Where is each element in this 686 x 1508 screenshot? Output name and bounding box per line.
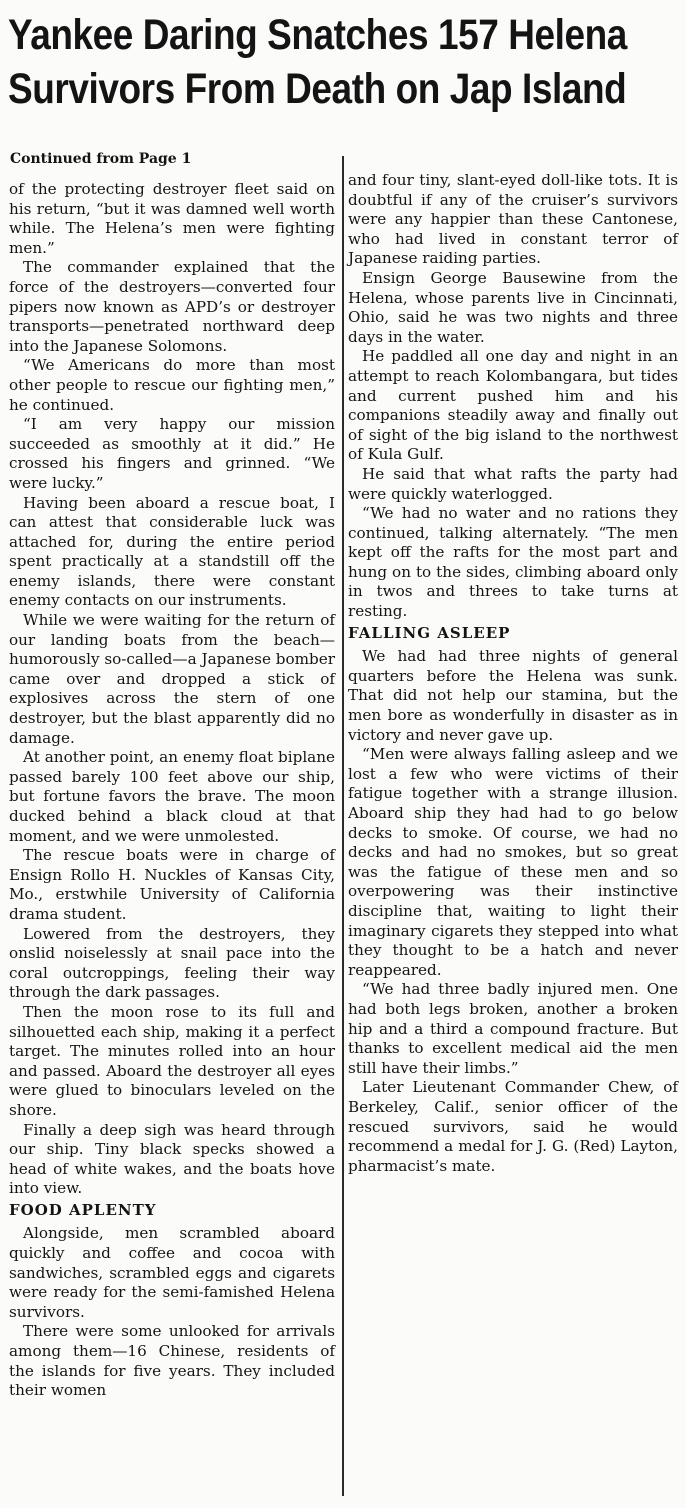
paragraph: of the protecting destroyer fleet said on his return, “but it was damned well worth while. The Helena’s men were fighting men.” xyxy=(9,180,335,257)
paragraph: We had had three nights of general quarters before the Helena was sunk. That did not help our stamina, but the men bore as wonderfully in disaster as in victory and never gave up. xyxy=(348,647,678,744)
paragraph: Lowered from the destroyers, they onslid noiselessly at snail pace into the coral outcroppings, feeling their way through the dark passages. xyxy=(9,924,335,1002)
paragraph: The rescue boats were in charge of Ensign Rollo H. Nuckles of Kansas City, Mo., erstwhile University of California drama student. xyxy=(9,846,335,923)
paragraph: and four tiny, slant-eyed doll-like tots. It is doubtful if any of the cruiser’s survivors were any happier than these Cantonese, who had lived in constant terror of Japanese raiding parties. xyxy=(348,171,678,268)
paragraph: Alongside, men scrambled aboard quickly and coffee and cocoa with sandwiches, scrambled eggs and cigarets were ready for the semi-famished Helena survivors. xyxy=(9,1224,335,1321)
left-column xyxy=(9,180,335,1401)
paragraph: “We had no water and no rations they continued, talking alternately. “The men kept off the rafts for the most part and hung on to the sides, climbing aboard only in twos and threes to take turns at resting. xyxy=(348,504,678,621)
paragraph: Then the moon rose to its full and silhouetted each ship, making it a perfect target. The minutes rolled into an hour and passed. Aboard the destroyer all eyes were glued to binoculars leveled on the shore. xyxy=(9,1002,335,1119)
paragraph: He said that what rafts the party had were quickly waterlogged. xyxy=(348,464,678,503)
paragraph: At another point, an enemy float biplane passed barely 100 feet above our ship, but fortune favors the brave. The moon ducked behind a black cloud at that moment, and we were unmolested. xyxy=(9,748,335,845)
paragraph: He paddled all one day and night in an attempt to reach Kolombangara, but tides and current pushed him and his companions steadily away and finally out of sight of the big island to the northwest of Kula Gulf. xyxy=(348,347,678,464)
subhead-food-aplenty: FOOD APLENTY xyxy=(9,1200,157,1219)
right-column xyxy=(348,171,678,1176)
paragraph: Having been aboard a rescue boat, I can attest that considerable luck was attached for, during the entire period spent practically at a standstill off the enemy islands, there were constant enemy contacts on our instruments. xyxy=(9,493,335,610)
headline-line-1: Yankee Daring Snatches 157 Helena xyxy=(8,11,627,59)
paragraph: While we were waiting for the return of our landing boats from the beach—humorously so-called—a Japanese bomber came over and dropped a stick of explosives across the stern of one destroyer, but the blast apparently did no damage. xyxy=(9,611,336,747)
headline xyxy=(8,8,627,116)
paragraph: “We Americans do more than most other people to rescue our fighting men,” he continued. xyxy=(9,356,335,414)
paragraph: Ensign George Bausewine from the Helena, whose parents live in Cincinnati, Ohio, said he was two nights and three days in the water. xyxy=(348,268,678,346)
headline-line-2: Survivors From Death on Jap Island xyxy=(8,65,627,113)
continued-note: Continued from Page 1 xyxy=(10,151,192,167)
paragraph: “I am very happy our mission succeeded as smoothly at it did.” He crossed his fingers and grinned. “We were lucky.” xyxy=(9,415,335,492)
paragraph: “Men were always falling asleep and we lost a few who were victims of their fatigue together with a strange illusion. Aboard ship they had had to go below decks to smoke. Of course, we had no decks and had no smokes, but so great was the fatigue of these men and so overpowering was their instinctive discipline that, waiting to light their imaginary cigarets they stepped into what they thought to be a hatch and never reappeared. xyxy=(348,745,678,979)
paragraph: The commander explained that the force of the destroyers—converted four pipers now known as APD’s or destroyer transports—penetrated northward deep into the Japanese Solomons. xyxy=(9,258,335,355)
paragraph: “We had three badly injured men. One had both legs broken, another a broken hip and a third a compound fracture. But thanks to excellent medical aid the men still have their limbs.” xyxy=(348,980,678,1077)
subhead-falling-asleep: FALLING ASLEEP xyxy=(348,623,511,642)
paragraph: Finally a deep sigh was heard through our ship. Tiny black specks showed a head of white wakes, and the boats hove into view. xyxy=(9,1120,335,1198)
paragraph: Later Lieutenant Commander Chew, of Berkeley, Calif., senior officer of the rescued survivors, said he would recommend a medal for J. G. (Red) Layton, pharmacist’s mate. xyxy=(348,1078,678,1175)
column-divider xyxy=(342,156,344,1496)
paragraph: There were some unlooked for arrivals among them—16 Chinese, residents of the islands for five years. They included their women xyxy=(9,1322,335,1400)
